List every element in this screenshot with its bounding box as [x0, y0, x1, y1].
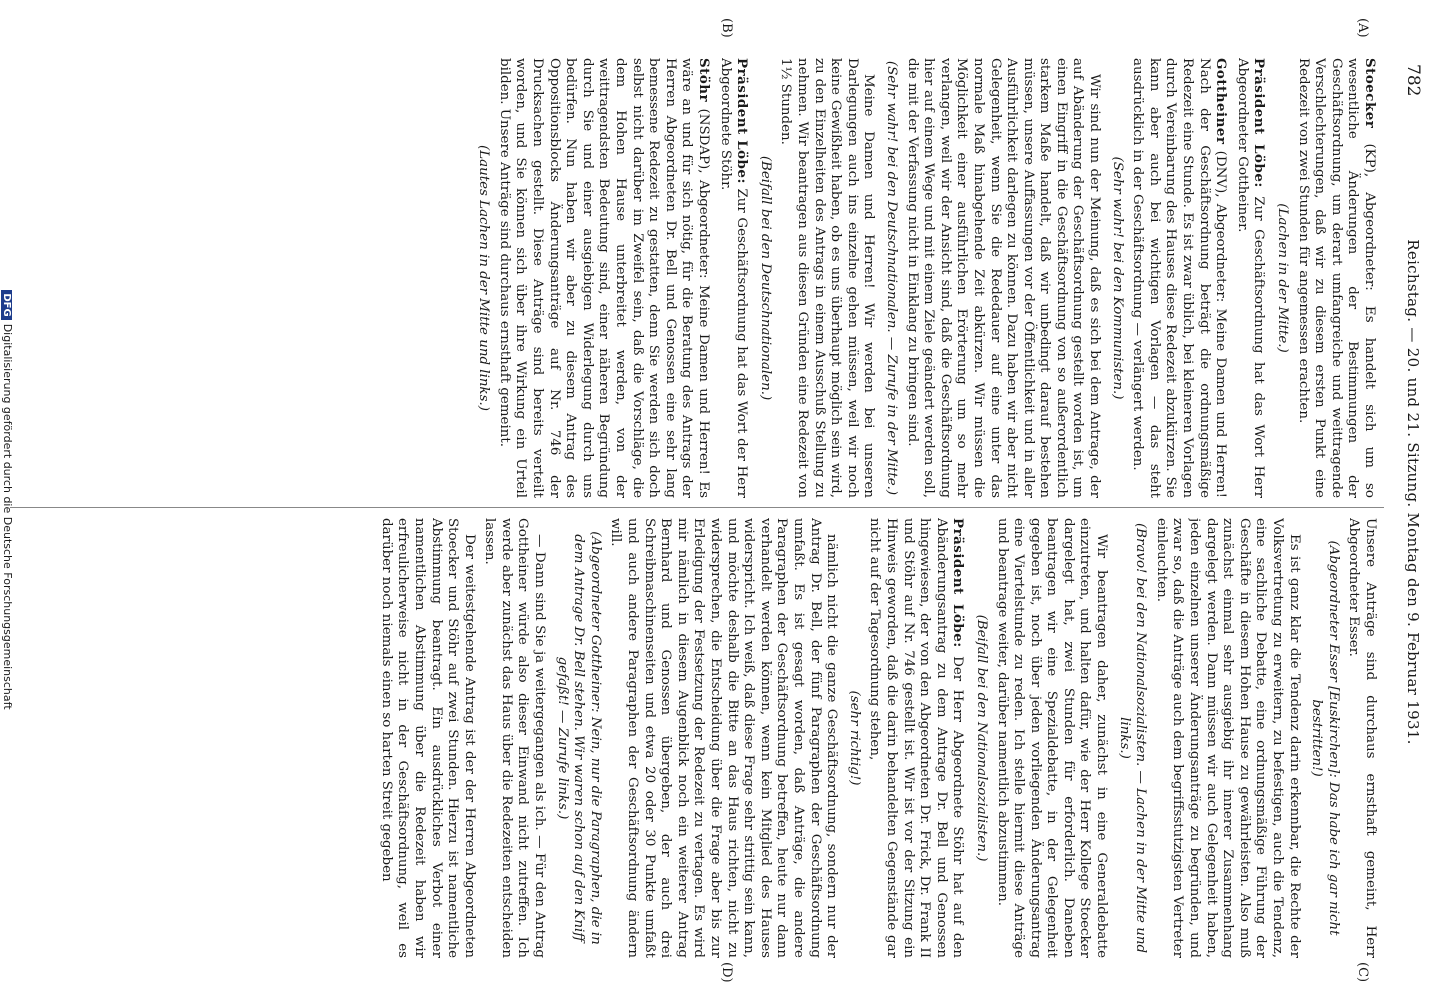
speaker-name: Stöhr	[696, 58, 713, 103]
right-column	[10, 518, 1378, 958]
running-title: Reichstag. — 20. und 21. Sitzung. Montag den 9. Februar 1931.	[1404, 239, 1422, 745]
interjection: (Bravo! bei den Nationalsozialisten. — Lachen in der Mitte und links.)	[1116, 522, 1149, 954]
paragraph-text: Zur Geschäftsordnung hat das Wort der Herr Abgeordnete Stöhr.	[717, 58, 750, 498]
interjection: (Lachen in der Mitte.)	[1275, 203, 1291, 353]
interjection: (Sehr wahr! bei den Kommunisten.)	[1109, 156, 1125, 400]
paragraph	[716, 58, 750, 498]
column-divider	[10, 507, 1384, 508]
margin-marker-d: (D)	[719, 962, 734, 983]
speaker-name: Präsident Löbe:	[950, 518, 967, 648]
paragraph-text: Zur Geschäftsordnung hat das Wort Herr Abgeordneter Gottheiner.	[1234, 58, 1267, 498]
speaker-name: Präsident Löbe:	[734, 58, 751, 184]
paragraph: Meine Damen und Herren! Wir werden bei unseren Darlegungen auch ins einzelne gehen müssen, weil wir noch keine Gewißheit haben, ob es uns überhaupt möglich sein wird, zu den Einzelheiten des Antrags in einem Ausschuß Stellung zu nehmen. Wir beantragen aus diesen Gründen eine Redezeit von 1½ Stunden.	[778, 58, 877, 498]
interjection: (Sehr wahr! bei den Deutschnationalen. — Zurufe in der Mitte.)	[883, 60, 899, 496]
paragraph	[1233, 58, 1267, 498]
paragraph-text: Der Herr Abgeordnete Stöhr hat auf den Abänderungsantrag zu dem Antrage Dr. Bell und Genossen hingewiesen, der von den Abgeordneten Dr. Frick, Dr. Frank II und Stöhr auf Nr. 746 gestellt ist. Wir ist vor der Sitzung ein Hinweis geworden, daß die darin behandelten Gegenstände gar nicht auf der Tagesordnung stehen,	[867, 518, 966, 958]
page-header	[1398, 24, 1428, 960]
paragraph-text: (DNV), Abgeordneter: Meine Damen und Herren! Nach der Geschäftsordnung beträgt die ordnungsmäßige Redezeit eine Stunde. Es ist zwar üblich, bei kleineren Vorlagen durch Vereinbarung des Hauses diese Redezeit abzukürzen. Sie kann aber auch bei wichtigen Vorlagen — das steht ausdrücklich in der Geschäftsordnung — verlängert werden.	[1130, 58, 1229, 498]
paragraph	[495, 58, 712, 498]
paragraph: — Dann sind Sie ja weitergegangen als ich. — Für den Antrag Gottheiner würde also dieser Einwand nicht zutreffen. Ich werde aber zunächst das Haus über die Redezeiten entscheiden lassen.	[482, 518, 548, 958]
paragraph	[1294, 58, 1378, 498]
paragraph: Der weitestgehende Antrag ist der der Herren Abgeordneten Stoecker und Stöhr auf zwei Stunden. Hierzu ist namentliche Abstimmung beantragt. Ein ausdrückliches Verbot einer namentlichen Abstimmung über die Redezeit haben wir erfreulicherweise nicht in der Geschäftsordnung, weil es darüber noch niemals einen so harten Streit gegeben	[378, 518, 477, 958]
margin-marker-c: (C)	[1355, 962, 1370, 983]
margin-marker-a: (A)	[1355, 18, 1370, 38]
interjection: (sehr richtig!)	[846, 690, 862, 786]
paragraph: Wir beantragen daher, zunächst in eine Generaldebatte einzutreten, und halten dafür, wie der Herr Kollege Stoecker dargelegt hat, zwei Stunden für erforderlich. Daneben beantragen wir eine Spezialdebatte, in der Gelegenheit gegeben ist, noch über jeden vorliegenden Änderungsantrag eine Viertelstunde zu reden. Ich stelle hiermit diese Anträge und beantrage weiter, darüber namentlich abzustimmen.	[994, 518, 1110, 958]
funding-note: Digitalisierung gefördert durch die Deutsche Forschungsgemeinschaft	[1, 323, 14, 710]
speaker-name: Gottheiner	[1213, 58, 1230, 145]
left-column	[10, 58, 1378, 498]
paragraph: Wir sind nun der Meinung, daß es sich bei dem Antrage, der auf Abänderung der Geschäftsordnung gestellt worden ist, um einen Eingriff in die Geschäftsordnung von so außerordentlich starkem Maße handelt, daß wir unbedingt darauf bestehen müssen, unsere Auffassungen vor der Öffentlichkeit und in aller Ausführlichkeit darlegen zu können. Dazu haben wir aber nicht Gelegenheit, wenn Sie die Rededauer auf eine unter das normale Maß hinabgehende Zeit abkürzen. Wir müssen die Möglichkeit einer ausführlichen Erörterung um so mehr verlangen, weil wir der Ansicht sind, daß die Geschäftsordnung hier auf einem Wege und mit einem Ziele geändert werden soll, die mit der Verfassung nicht in Einklang zu bringen sind.	[904, 58, 1103, 498]
digitization-footer	[0, 0, 14, 1000]
paragraph: Unsere Anträge sind durchaus ernsthaft gemeint, Herr Abgeordneter Esser.	[1346, 518, 1378, 958]
page-number: 782	[1403, 64, 1423, 97]
speaker-name: Stoecker	[1362, 58, 1378, 129]
dfg-logo: DFG	[1, 290, 12, 319]
paragraph	[1129, 58, 1230, 498]
paragraph	[866, 518, 967, 958]
interjection: (Beifall bei den Nationalsozialisten.)	[973, 614, 989, 862]
interjection: (Lautes Lachen in der Mitte und links.)	[476, 145, 492, 411]
paragraph: nämlich nicht die ganze Geschäftsordnung, sondern nur der Antrag Dr. Bell, der fünf Paragraphen der Geschäftsordnung umfaßt. Es ist gesagt worden, daß Anträge, die andere Paragraphen der Geschäftsordnung betreffen, heute nur dann verhandelt werden können, wenn kein Mitglied des Hauses widerspricht. Ich weiß, daß diese Frage sehr strittig sein kann, und möchte deshalb die Bitte an das Haus richten, nicht zu widersprechen, die Entscheidung über die Frage aber bis zur Erledigung der Festsetzung der Redezeit zu vertagen. Es wird mir nämlich in diesem Augenblick noch ein weiterer Antrag Bernhard und Genossen übergeben, der auch drei Schreibmaschinenseiten und etwa 20 oder 30 Punkte umfaßt und auch andere Paragraphen der Geschäftsordnung ändern will.	[608, 518, 840, 958]
interjection: (Abgeordneter Esser [Euskirchen]: Das habe ich gar nicht bestritten!)	[1309, 540, 1341, 936]
interjection: (Beifall bei den Deutschnationalen.)	[757, 155, 773, 401]
paragraph: Es ist ganz klar die Tendenz darin erkennbar, die Rechte der Volksvertretung zu erweitern, zu befestigen, auch die Tendenz, eine sachliche Debatte, eine ordnungsmäßige Führung der Geschäfte in diesem Hohen Hause zu gewährleisten. Also muß zunächst einmal sehr ausgiebig ihr innerer Zusammenhang dargelegt werden. Dann müssen wir auch Gelegenheit haben, jeden einzelnen unserer Änderungsanträge zu begründen, und zwar so, daß die Anträge auch dem begriffsstutzigsten Vertreter einleuchten.	[1153, 518, 1302, 958]
speaker-name: Präsident Löbe:	[1251, 58, 1268, 188]
paragraph-text: (KP), Abgeordneter: Es handelt sich um so wesentliche Änderungen der Bestimmungen der Geschäftsordnung, um derart umfangreiche und weittragende Verschlechterungen, daß wir zu diesem ersten Punkt eine Redezeit von zwei Stunden für angemessen erachten.	[1295, 58, 1377, 498]
margin-marker-b: (B)	[719, 18, 734, 38]
interjection: (Abgeordneter Gottheiner: Nein, nur die Paragraphen, die in dem Antrage Dr. Bell stehen. Wir waren schon auf den Kniff gefaßt! — Zurufe links.)	[554, 531, 603, 945]
paragraph-text: (NSDAP), Abgeordneter: Meine Damen und Herren! Es wäre an und für sich nötig, für die Beratung des Antrags der Herren Abgeordneten Dr. Bell und Genossen eine sehr lang bemessene Redezeit zu gestatten, denn Sie werden sich doch selbst nicht darüber im Zweifel sein, daß die Vorschläge, die dem Hohen Hause unterbreitet werden, von der weittragendsten Bedeutung sind, einer näheren Begründung durch Sie und einer ausgiebigen Widerlegung durch uns bedürfen. Nun haben wir aber zu diesem Antrag des Oppositionsblocks Änderungsanträge auf Nr. 746 der Drucksachen gestellt. Diese Anträge sind bereits verteilt worden, und Sie können sich über ihre Wirkung ein Urteil bilden. Unsere Anträge sind durchaus ernsthaft gemeint.	[496, 58, 712, 498]
